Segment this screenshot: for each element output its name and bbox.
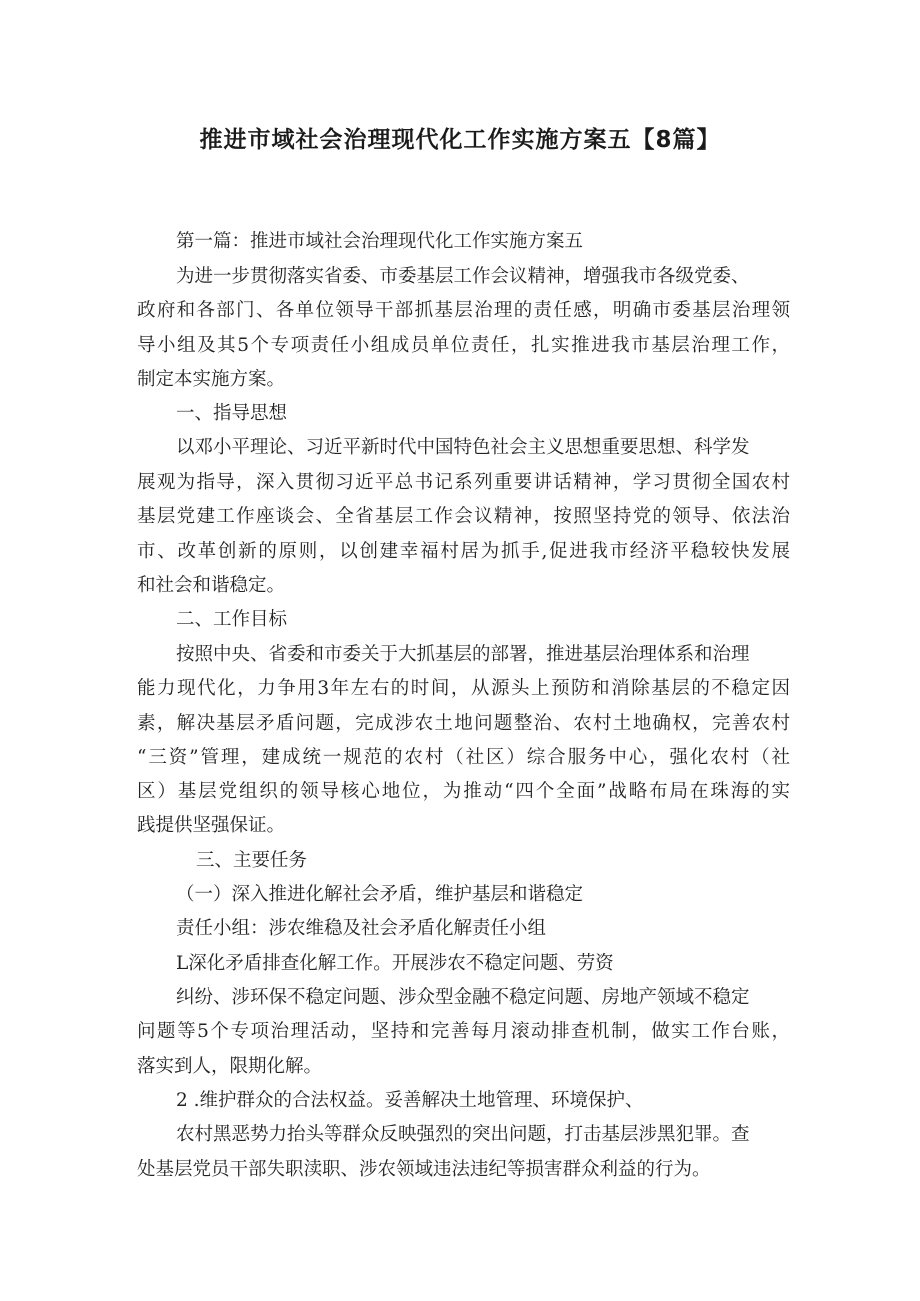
paragraph-line: “三资”管理，建成统一规范的农村（社区）综合服务中心，强化农村（社 [137, 747, 790, 768]
paragraph-line: 问题等5个专项治理活动，坚持和完善每月滚动排查机制，做实工作台账， [137, 1021, 790, 1042]
paragraph-line: 和社会和谐稳定。 [137, 575, 286, 596]
paragraph-line: 市、改革创新的原则，以创建幸福村居为抓手,促进我市经济平稳较快发展 [137, 541, 790, 562]
paragraph-line: 以邓小平理论、习近平新时代中国特色社会主义思想重要思想、科学发 [176, 437, 750, 458]
paragraph-line: 为进一步贯彻落实省委、市委基层工作会议精神，增强我市各级党委、 [176, 266, 750, 287]
paragraph-line: 按照中央、省委和市委关于大抓基层的部署，推进基层治理体系和治理 [176, 644, 750, 665]
section-heading-work-goals: 二、工作目标 [176, 609, 288, 630]
paragraph-line: 处基层党员干部失职渎职、涉农领域违法违纪等损害群众利益的行为。 [137, 1159, 711, 1180]
paragraph-line: 农村黑恶势力抬头等群众反映强烈的突出问题，打击基层涉黑犯罪。查 [176, 1124, 750, 1145]
paragraph-line: 素，解决基层矛盾问题，完成涉农土地问题整治、农村土地确权，完善农村 [137, 713, 790, 734]
section-heading-part-one: 第一篇：推进市域社会治理现代化工作实施方案五 [176, 231, 584, 252]
paragraph-line: 导小组及其5个专项责任小组成员单位责任，扎实推进我市基层治理工作， [137, 335, 790, 356]
subsection-heading: （一）深入推进化解社会矛盾，维护基层和谐稳定 [176, 884, 584, 905]
document-title: 推进市域社会治理现代化工作实施方案五【8篇】 [199, 127, 721, 153]
paragraph-line: 纠纷、涉环保不稳定问题、涉众型金融不稳定问题、房地产领域不稳定 [176, 987, 750, 1008]
paragraph-line: 落实到人，限期化解。 [137, 1056, 323, 1077]
paragraph-line: 展观为指导，深入贯彻习近平总书记系列重要讲话精神，学习贯彻全国农村 [137, 472, 790, 493]
paragraph-line: 责任小组：涉农维稳及社会矛盾化解责任小组 [176, 918, 547, 939]
paragraph-line: 基层党建工作座谈会、全省基层工作会议精神，按照坚持党的领导、依法治 [137, 506, 790, 527]
paragraph-line: 能力现代化，力争用3年左右的时间，从源头上预防和消除基层的不稳定因 [137, 678, 790, 699]
paragraph-line: 政府和各部门、各单位领导干部抓基层治理的责任感，明确市委基层治理领 [137, 300, 790, 321]
section-heading-main-tasks: 三、主要任务 [196, 850, 308, 871]
section-heading-guiding-ideology: 一、指导思想 [176, 403, 288, 424]
paragraph-line: 区）基层党组织的领导核心地位，为推动“四个全面”战略布局在珠海的实 [137, 781, 790, 802]
paragraph-line: L深化矛盾排查化解工作。开展涉农不稳定问题、劳资 [176, 953, 614, 974]
paragraph-line: 践提供坚强保证。 [137, 815, 286, 836]
paragraph-line: 制定本实施方案。 [137, 369, 286, 390]
paragraph-line: 2 .维护群众的合法权益。妥善解决土地管理、环境保护、 [176, 1090, 644, 1111]
